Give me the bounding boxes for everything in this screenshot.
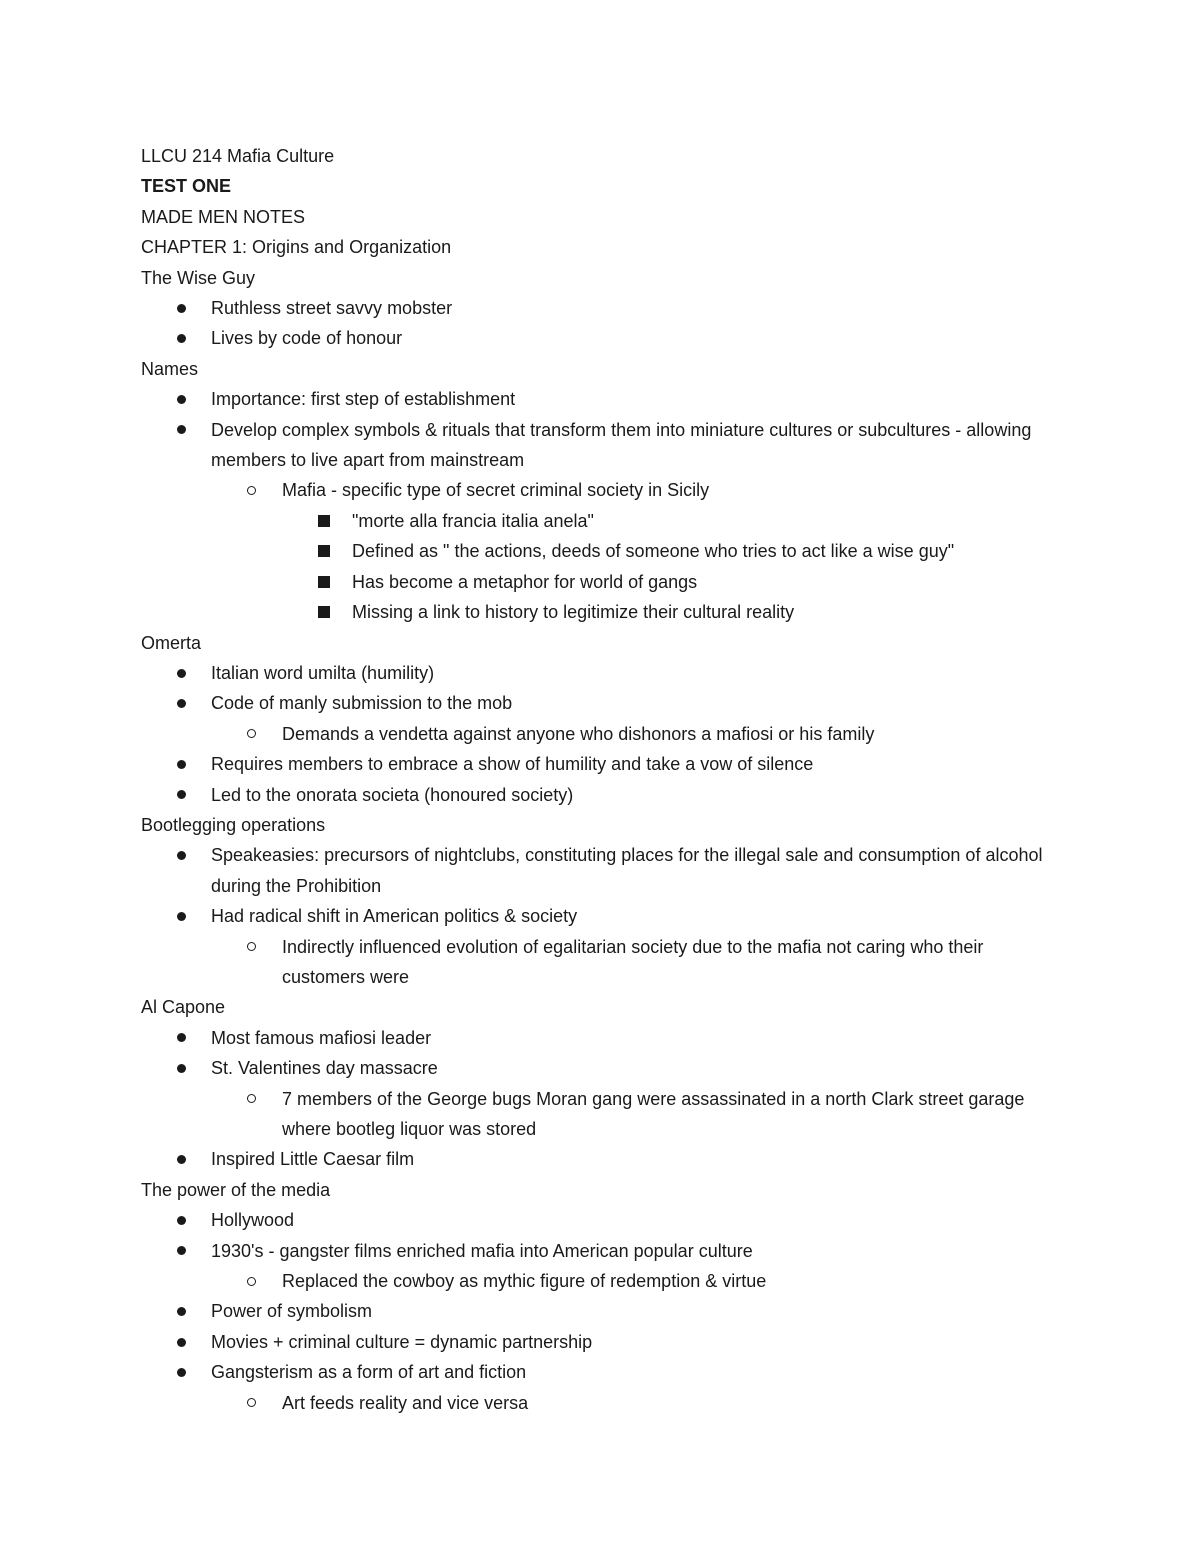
list-item xyxy=(141,901,1071,931)
bullet-square-icon xyxy=(318,536,330,566)
bullet-dot-icon xyxy=(177,688,186,718)
list-item xyxy=(141,840,1071,901)
bullet-circle-icon xyxy=(247,475,256,505)
heading-line: TEST ONE xyxy=(141,176,232,197)
list-item xyxy=(141,1205,1071,1235)
heading-line: Names xyxy=(141,358,199,379)
bullet-square-icon xyxy=(318,506,330,536)
bullet-circle-icon xyxy=(247,719,256,749)
bullet-dot-icon xyxy=(177,1205,186,1235)
list-item xyxy=(141,658,1071,688)
list-item xyxy=(141,323,1071,353)
list-item-text: Importance: first step of establishment xyxy=(211,389,516,410)
bullet-circle-icon xyxy=(247,932,256,962)
list-item-text: Power of symbolism xyxy=(211,1301,373,1322)
list-item xyxy=(141,780,1071,810)
bullet-circle-icon xyxy=(247,1388,256,1418)
bullet-dot-icon xyxy=(177,1296,186,1326)
heading-line: MADE MEN NOTES xyxy=(141,206,306,227)
list-item-text: Mafia - specific type of secret criminal society in Sicily xyxy=(282,480,710,501)
list-item xyxy=(141,1236,1071,1266)
heading-line: Al Capone xyxy=(141,997,226,1018)
list-item-text: Movies + criminal culture = dynamic partnership xyxy=(211,1331,593,1352)
list-item xyxy=(141,719,1071,749)
list-item-text: Had radical shift in American politics & society xyxy=(211,906,578,927)
bullet-dot-icon xyxy=(177,1327,186,1357)
bullet-dot-icon xyxy=(177,1357,186,1387)
bullet-dot-icon xyxy=(177,1144,186,1174)
bullet-circle-icon xyxy=(247,1084,256,1114)
list-item-text: Indirectly influenced evolution of egalitarian society due to the mafia not caring who their customers were xyxy=(282,936,984,987)
list-item-text: Has become a metaphor for world of gangs xyxy=(352,571,698,592)
list-item xyxy=(141,1266,1071,1296)
list-item xyxy=(141,567,1071,597)
document-body xyxy=(141,141,1071,1418)
list-item-text: Led to the onorata societa (honoured society) xyxy=(211,784,574,805)
list-item-text: Inspired Little Caesar film xyxy=(211,1149,415,1170)
list-item xyxy=(141,1084,1071,1145)
list-item-text: Art feeds reality and vice versa xyxy=(282,1392,529,1413)
list-item xyxy=(141,1388,1071,1418)
list-item-text: Most famous mafiosi leader xyxy=(211,1027,432,1048)
list-item-text: Requires members to embrace a show of humility and take a vow of silence xyxy=(211,754,814,775)
bullet-dot-icon xyxy=(177,1236,186,1266)
bullet-square-icon xyxy=(318,567,330,597)
bullet-dot-icon xyxy=(177,901,186,931)
list-item xyxy=(141,1023,1071,1053)
list-item-text: Develop complex symbols & rituals that transform them into miniature cultures or subcultures - allowing members to live apart from mainstream xyxy=(211,419,1032,471)
list-item-text: St. Valentines day massacre xyxy=(211,1058,438,1079)
list-item-text: Code of manly submission to the mob xyxy=(211,693,513,714)
list-item-text: Lives by code of honour xyxy=(211,328,403,349)
list-item-text: 7 members of the George bugs Moran gang were assassinated in a north Clark street garage where bootleg liquor was stored xyxy=(282,1088,1025,1139)
heading-line: Bootlegging operations xyxy=(141,814,326,835)
list-item-text: Demands a vendetta against anyone who dishonors a mafiosi or his family xyxy=(282,723,875,744)
list-item xyxy=(141,1296,1071,1326)
bullet-dot-icon xyxy=(177,749,186,779)
list-item-text: Gangsterism as a form of art and fiction xyxy=(211,1362,527,1383)
list-item-text: "morte alla francia italia anela" xyxy=(352,510,594,531)
list-item xyxy=(141,688,1071,718)
list-item-text: Italian word umilta (humility) xyxy=(211,662,435,683)
bullet-dot-icon xyxy=(177,323,186,353)
bullet-dot-icon xyxy=(177,658,186,688)
list-item xyxy=(141,1327,1071,1357)
heading-line: The Wise Guy xyxy=(141,267,256,288)
list-item xyxy=(141,536,1071,566)
list-item xyxy=(141,1144,1071,1174)
bullet-dot-icon xyxy=(177,293,186,323)
bullet-dot-icon xyxy=(177,1053,186,1083)
heading-line: The power of the media xyxy=(141,1179,331,1200)
bullet-dot-icon xyxy=(177,840,186,870)
list-item-text: Hollywood xyxy=(211,1210,295,1231)
list-item xyxy=(141,597,1071,627)
list-item xyxy=(141,506,1071,536)
bullet-square-icon xyxy=(318,597,330,627)
list-item-text: Defined as " the actions, deeds of someone who tries to act like a wise guy" xyxy=(352,541,955,562)
bullet-dot-icon xyxy=(177,1023,186,1053)
list-item xyxy=(141,1357,1071,1387)
list-item-text: Speakeasies: precursors of nightclubs, constituting places for the illegal sale and consumption of alcohol during the Prohibition xyxy=(211,845,1043,896)
bullet-dot-icon xyxy=(177,415,186,445)
list-item xyxy=(141,749,1071,779)
list-item xyxy=(141,1053,1071,1083)
list-item xyxy=(141,475,1071,505)
heading-line: CHAPTER 1: Origins and Organization xyxy=(141,237,452,258)
bullet-dot-icon xyxy=(177,780,186,810)
bullet-circle-icon xyxy=(247,1266,256,1296)
list-item-text: Replaced the cowboy as mythic figure of redemption & virtue xyxy=(282,1271,767,1292)
list-item xyxy=(141,384,1071,414)
heading-line: LLCU 214 Mafia Culture xyxy=(141,146,335,166)
list-item-text: 1930's - gangster films enriched mafia into American popular culture xyxy=(211,1240,753,1261)
list-item-text: Ruthless street savvy mobster xyxy=(211,298,453,319)
list-item xyxy=(141,415,1071,476)
heading-line: Omerta xyxy=(141,632,202,653)
list-item xyxy=(141,932,1071,993)
list-item-text: Missing a link to history to legitimize their cultural reality xyxy=(352,602,795,623)
bullet-dot-icon xyxy=(177,384,186,414)
list-item xyxy=(141,293,1071,323)
